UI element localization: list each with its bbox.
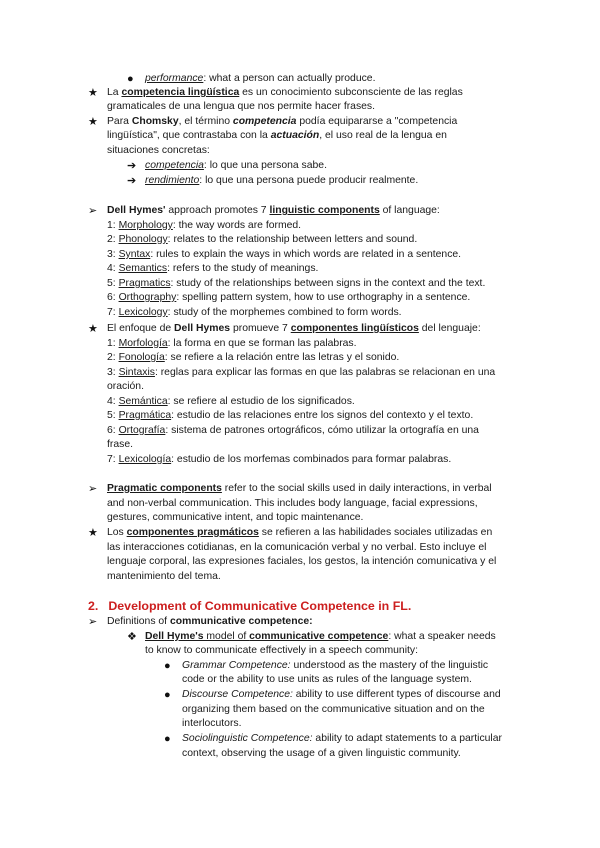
star-marker: ★ [88,116,98,128]
rendimiento-term: rendimiento [145,175,200,186]
text: ability to adapt statements to a particular [312,733,502,744]
text: del lenguaje: [418,323,481,334]
dell-hymes-name: Dell Hyme's [145,631,204,642]
item-text: : reglas para explicar las formas en que las palabras se relacionan en una [154,367,496,378]
hymes-en-intro [107,204,440,218]
item-text: : estudio de las relaciones entre los signos del contexto y el texto. [171,410,474,421]
hymes-en-item [107,248,461,262]
item-term: Morfología [118,338,168,349]
item-term: Phonology [118,234,168,245]
text: Los [107,527,127,538]
text: promueve 7 [230,323,291,334]
hymes-es-intro [107,322,481,336]
item-text: : se refiere al estudio de los significados. [167,396,355,407]
text: es un conocimiento subconsciente de las reglas [239,87,463,98]
dell-hymes-name: Dell Hymes' [107,205,166,216]
definitions-line [107,615,313,629]
item-term: Syntax [118,249,151,260]
item-term: Semantics [118,263,168,274]
competencia-line-1 [107,86,463,100]
sociolinguistic-competence-term: Sociolinguistic Competence: [182,733,313,744]
performance-term: performance [145,73,204,84]
text: refer to the social skills used in daily interactions, in verbal [221,483,492,494]
item-number: 2: [107,234,119,245]
hymes-es-item-4 [107,395,355,409]
item-number: 7: [107,307,119,318]
hymes-en-item [107,262,318,276]
text: : lo que una persona puede producir realmente. [199,175,419,186]
hymes-es-item-5 [107,409,473,423]
item-text: : study of the morphemes combined to form words. [167,307,402,318]
model-line-1 [145,630,496,644]
star-marker: ★ [88,87,98,99]
competencia-sub-term: competencia [145,160,204,171]
competencia-line-2: gramaticales de una lengua que nos permite hacer frases. [107,101,376,112]
item-term: Sintaxis [118,367,155,378]
item-term: Lexicología [118,454,172,465]
linguistic-components-term: linguistic components [269,205,380,216]
text: Para [107,116,132,127]
item-text: : relates to the relationship between letters and sound. [167,234,418,245]
item-number: 7: [107,454,119,465]
grammar-competence-term: Grammar Competence: [182,660,291,671]
item-text: : refers to the study of meanings. [167,263,319,274]
item-number: 5: [107,410,119,421]
text: model of [203,631,250,642]
text: El enfoque de [107,323,175,334]
actuacion-term: actuación [270,130,320,141]
componentes-pragmaticos-term: componentes pragmáticos [126,527,259,538]
pragmatic-components-term: Pragmatic components [107,483,222,494]
communicative-competence-term: communicative competence: [169,616,313,627]
chomsky-sub-1 [145,159,327,173]
item-text: : study of the relationships between signs in the context and the text. [170,278,486,289]
item-number: 6: [107,425,119,436]
pragmatic-en-line-2: and non-verbal communication. This includes body language, facial expressions, [107,498,478,509]
chomsky-line-1 [107,115,457,129]
pragmatic-en-line-3: gestures, communicative intent, and topic maintenance. [107,512,364,523]
text: , el uso real de la lengua en [319,130,447,141]
pragmatic-es-line-4: mantenimiento del tema. [107,571,221,582]
competencia-term: competencia lingüística [121,87,240,98]
item-text: : estudio de los morfemas combinados para formar palabras. [171,454,452,465]
bullet-marker: ● [164,733,171,745]
hymes-en-item [107,306,402,320]
item-term: Pragmatics [118,278,171,289]
item-text: : the way words are formed. [172,220,302,231]
arrow-marker: ➔ [127,175,137,187]
hymes-es-item-7 [107,453,451,467]
item-text: : rules to explain the ways in which words are related in a sentence. [150,249,462,260]
bullet-marker: ● [164,660,171,672]
section-2-heading [88,598,411,614]
socio-line-1 [182,732,502,746]
item-text: : la forma en que se forman las palabras. [167,338,357,349]
socio-line-2: context, observing the usage of a given linguistic community. [182,748,461,759]
performance-line [145,72,375,86]
discourse-line-2: organizing them based on the communicative situation and on the [182,704,485,715]
star-marker: ★ [88,527,98,539]
bullet-marker: ● [164,689,171,701]
chomsky-line-3: situaciones concretas: [107,145,210,156]
hymes-en-item [107,219,301,233]
item-number: 5: [107,278,119,289]
text: ability to use different types of discourse and [292,689,501,700]
item-term: Semántica [118,396,168,407]
diamond-marker: ❖ [127,631,137,643]
item-number: 1: [107,338,119,349]
dell-hymes-name: Dell Hymes [174,323,231,334]
chevron-marker: ➢ [88,205,98,217]
discourse-line-3: interlocutors. [182,718,242,729]
pragmatic-es-line-1 [107,526,492,540]
text: approach promotes 7 [165,205,270,216]
item-number: 4: [107,263,119,274]
arrow-marker: ➔ [127,160,137,172]
hymes-es-item-6 [107,424,479,438]
item-text: : sistema de patrones ortográficos, cómo utilizar la ortografía en una [165,425,479,436]
item-number: 4: [107,396,119,407]
item-term: Fonología [118,352,165,363]
grammar-line-2: code or the ability to use units as rules of the language system. [182,674,472,685]
item-text: : se refiere a la relación entre las letras y el sonido. [164,352,400,363]
text: , el término [178,116,233,127]
hymes-en-item [107,233,417,247]
bullet-marker: ● [127,73,134,85]
item-term: Pragmática [118,410,172,421]
item-number: 3: [107,367,119,378]
item-term: Ortografía [118,425,166,436]
text: se refieren a las habilidades sociales utilizadas en [258,527,493,538]
text: : what a speaker needs [388,631,496,642]
star-marker: ★ [88,323,98,335]
chomsky-line-2 [107,129,447,143]
pragmatic-es-line-2: las interacciones cotidianas, en la comunicación verbal y no verbal. Esto incluye el [107,542,487,553]
hymes-es-item-2 [107,351,399,365]
chevron-marker: ➢ [88,616,98,628]
chomsky-name: Chomsky [131,116,179,127]
competencia-term: competencia [232,116,297,127]
pragmatic-es-line-3: lenguaje corporal, las expresiones faciales, los gestos, la intención comunicativa y el [107,556,497,567]
hymes-en-item [107,277,485,291]
item-number: 2: [107,352,119,363]
text: lingüística", que contrastaba con la [107,130,271,141]
componentes-linguisticos-term: componentes lingüísticos [290,323,419,334]
chevron-marker: ➢ [88,483,98,495]
text: understood as the mastery of the linguistic [290,660,489,671]
hymes-es-item-6-cont: frase. [107,439,133,450]
text: La [107,87,122,98]
text: : lo que una persona sabe. [203,160,327,171]
section-title: Development of Communicative Competence in FL. [108,599,412,613]
text: podía equipararse a "competencia [296,116,458,127]
section-number: 2. [88,599,99,613]
item-term: Morphology [118,220,173,231]
text: Definitions of [107,616,170,627]
grammar-line-1 [182,659,488,673]
item-number: 3: [107,249,119,260]
discourse-line-1 [182,688,501,702]
item-number: 6: [107,292,119,303]
item-term: Orthography [118,292,177,303]
pragmatic-en-line-1 [107,482,492,496]
item-number: 1: [107,220,119,231]
performance-text: : what a person can actually produce. [203,73,376,84]
model-line-2: to know to communicate effectively in a speech community: [145,645,418,656]
hymes-es-item-1 [107,337,357,351]
item-term: Lexicology [118,307,168,318]
discourse-competence-term: Discourse Competence: [182,689,293,700]
hymes-en-item [107,291,470,305]
hymes-es-item-3 [107,366,495,380]
item-text: : spelling pattern system, how to use orthography in a sentence. [176,292,471,303]
chomsky-sub-2 [145,174,418,188]
hymes-es-item-3-cont: oración. [107,381,144,392]
model-term: communicative competence [249,631,389,642]
text: of language: [379,205,440,216]
